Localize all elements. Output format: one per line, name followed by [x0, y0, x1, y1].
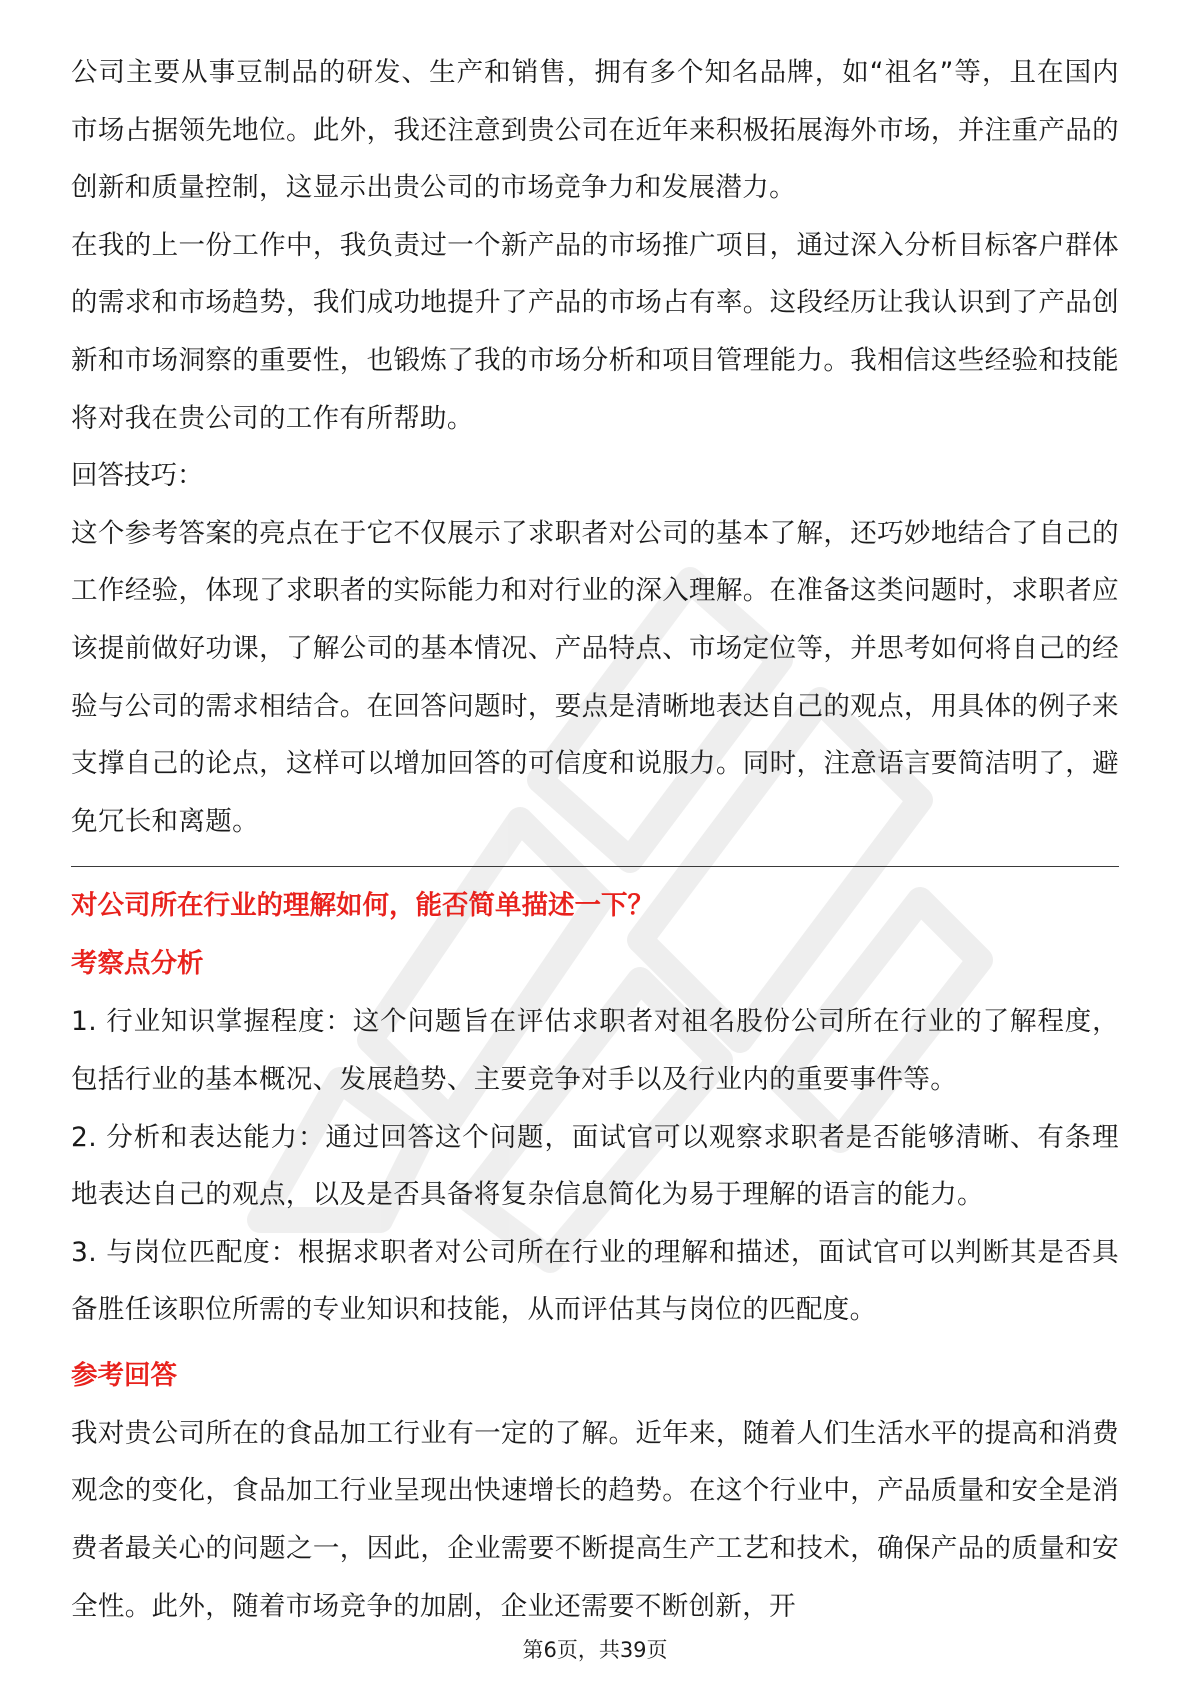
answer-paragraph: 我对贵公司所在的食品加工行业有一定的了解。近年来，随着人们生活水平的提高和消费观念的变化，食品加工行业呈现出快速增长的趋势。在这个行业中，产品质量和安全是消费者最关心的问题之一，因此，企业需要不断提高生产工艺和技术，确保产品的质量和安全性。此外，随着市场竞争的加剧，企业还需要不断创新，开 — [71, 1417, 1119, 1622]
answer-title: 参考回答 — [71, 1359, 177, 1391]
content-column — [71, 44, 1119, 1635]
analysis-item-1: 1. 行业知识掌握程度：这个问题旨在评估求职者对祖名股份公司所在行业的了解程度，包括行业的基本概况、发展趋势、主要竞争对手以及行业内的重要事件等。 — [71, 1006, 1119, 1095]
analysis-item-3: 3. 与岗位匹配度：根据求职者对公司所在行业的理解和描述，面试官可以判断其是否具备胜任该职位所需的专业知识和技能，从而评估其与岗位的匹配度。 — [71, 1236, 1119, 1326]
tips-label: 回答技巧： — [71, 460, 204, 492]
intro-paragraph-1: 公司主要从事豆制品的研发、生产和销售，拥有多个知名品牌，如“祖名”等，且在国内市场占据领先地位。此外，我还注意到贵公司在近年来积极拓展海外市场，并注重产品的创新和质量控制，这显示出贵公司的市场竞争力和发展潜力。 — [71, 57, 1119, 204]
tips-paragraph: 这个参考答案的亮点在于它不仅展示了求职者对公司的基本了解，还巧妙地结合了自己的工作经验，体现了求职者的实际能力和对行业的深入理解。在准备这类问题时，求职者应该提前做好功课，了解公司的基本情况、产品特点、市场定位等，并思考如何将自己的经验与公司的需求相结合。在回答问题时，要点是清晰地表达自己的观点，用具体的例子来支撑自己的论点，这样可以增加回答的可信度和说服力。同时，注意语言要简洁明了，避免冗长和离题。 — [71, 517, 1119, 837]
section-divider — [71, 866, 1119, 867]
analysis-item-2: 2. 分析和表达能力：通过回答这个问题，面试官可以观察求职者是否能够清晰、有条理地表达自己的观点，以及是否具备将复杂信息简化为易于理解的语言的能力。 — [71, 1121, 1119, 1211]
intro-paragraph-2: 在我的上一份工作中，我负责过一个新产品的市场推广项目，通过深入分析目标客户群体的需求和市场趋势，我们成功地提升了产品的市场占有率。这段经历让我认识到了产品创新和市场洞察的重要性，也锻炼了我的市场分析和项目管理能力。我相信这些经验和技能将对我在贵公司的工作有所帮助。 — [71, 229, 1119, 434]
analysis-title: 考察点分析 — [71, 948, 204, 980]
page-number-footer: 第6页，共39页 — [522, 1638, 668, 1662]
question-heading: 对公司所在行业的理解如何，能否简单描述一下？ — [71, 890, 654, 922]
